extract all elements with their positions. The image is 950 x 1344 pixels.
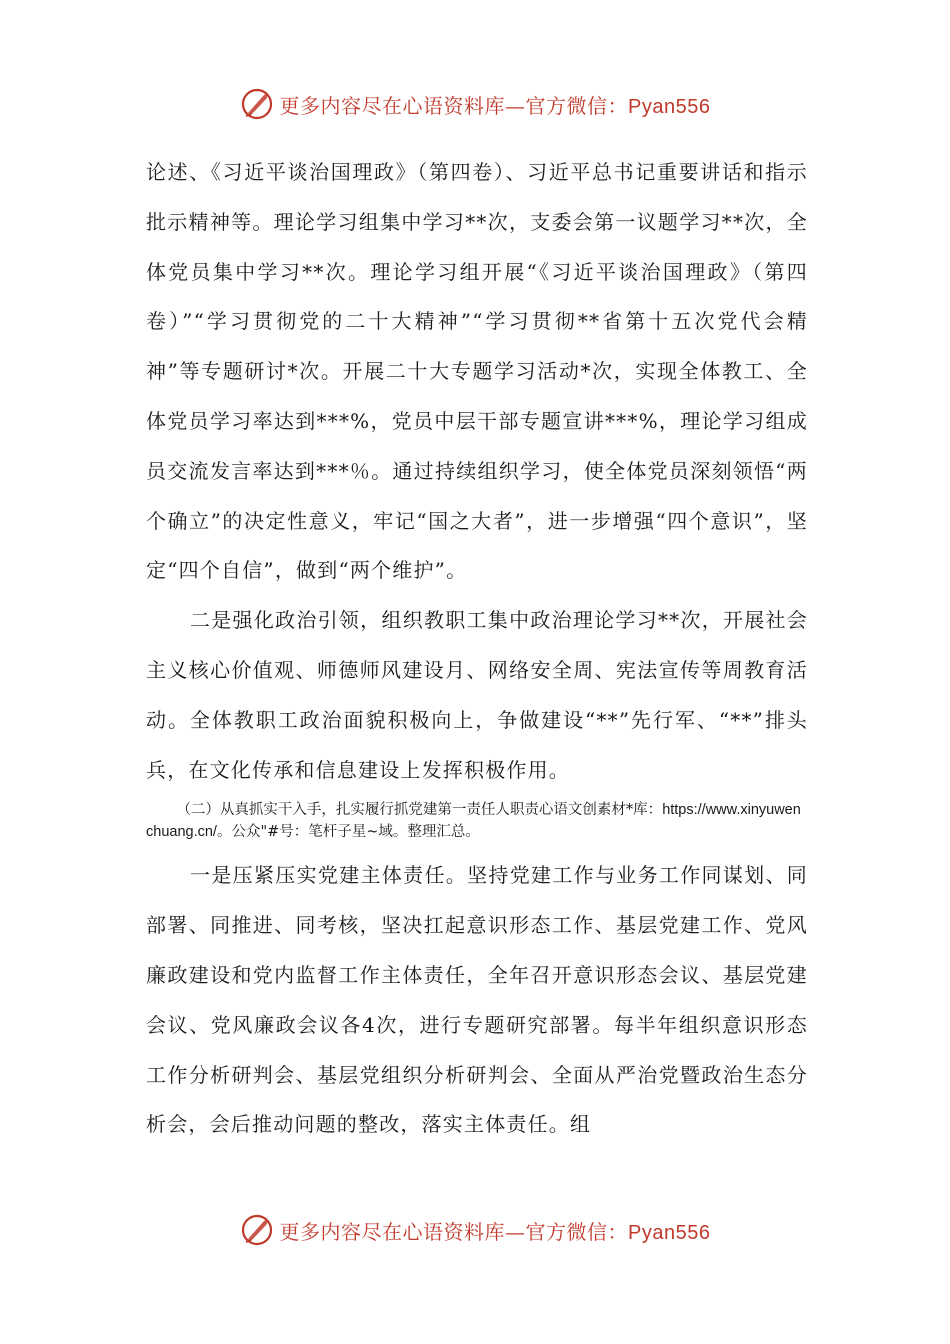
banner-wechat-id: Pyan556 bbox=[628, 1221, 711, 1244]
banner-text bbox=[280, 1216, 711, 1245]
subheading-tail: 。公众"#号：笔杆子星~域。整理汇总。 bbox=[216, 824, 480, 841]
paragraph-political-guidance: 二是强化政治引领，组织教职工集中政治理论学习**次，开展社会主义核心价值观、师德师风建设月、网络安全周、宪法宣传等周教育活动。全体教职工政治面貌积极向上，争做建设“**”先行军、“**”排头兵，在文化传承和信息建设上发挥积极作用。 bbox=[146, 608, 808, 782]
subheading-url: https://www.xinyuwenchuang.cn/ bbox=[146, 802, 801, 841]
banner-label: 更多内容尽在心语资料库—官方微信： bbox=[279, 1219, 629, 1244]
banner-wechat-id: Pyan556 bbox=[628, 95, 711, 118]
quill-logo-icon bbox=[240, 1213, 274, 1247]
subheading-lead: （二）从真抓实干入手，扎实履行抓党建第一责任人职责心语文创素材*库： bbox=[176, 802, 663, 819]
document-body bbox=[146, 148, 808, 1150]
paragraph-study-summary: 论述、《习近平谈治国理政》（第四卷）、习近平总书记重要讲话和指示批示精神等。理论学习组集中学习**次，支委会第一议题学习**次，全体党员集中学习**次。理论学习组开展“《习近平谈治国理政》（第四卷）”“学习贯彻党的二十大精神”“学习贯彻**省第十五次党代会精神”等专题研讨*次。开展二十大专题学习活动*次，实现全体教工、全体党员学习率达到***%，党员中层干部专题宣讲***%，理论学习组成员交流发言率达到***％。通过持续组织学习，使全体党员深刻领悟“两个确立”的决定性意义，牢记“国之大者”，进一步增强“四个意识”，坚定“四个自信”，做到“两个维护”。 bbox=[146, 160, 808, 583]
section-subheading bbox=[146, 795, 808, 851]
footer-watermark-banner bbox=[0, 1208, 950, 1252]
banner-label: 更多内容尽在心语资料库—官方微信： bbox=[279, 93, 629, 118]
paragraph-party-responsibility: 一是压紧压实党建主体责任。坚持党建工作与业务工作同谋划、同部署、同推进、同考核，坚决扛起意识形态工作、基层党建工作、党风廉政建设和党内监督工作主体责任，全年召开意识形态会议、基层党建会议、党风廉政会议各4次，进行专题研究部署。每半年组织意识形态工作分析研判会、基层党组织分析研判会、全面从严治党暨政治生态分析会，会后推动问题的整改，落实主体责任。组 bbox=[146, 863, 808, 1137]
banner-text bbox=[280, 90, 711, 119]
header-watermark-banner bbox=[0, 82, 950, 126]
quill-logo-icon bbox=[240, 87, 274, 121]
